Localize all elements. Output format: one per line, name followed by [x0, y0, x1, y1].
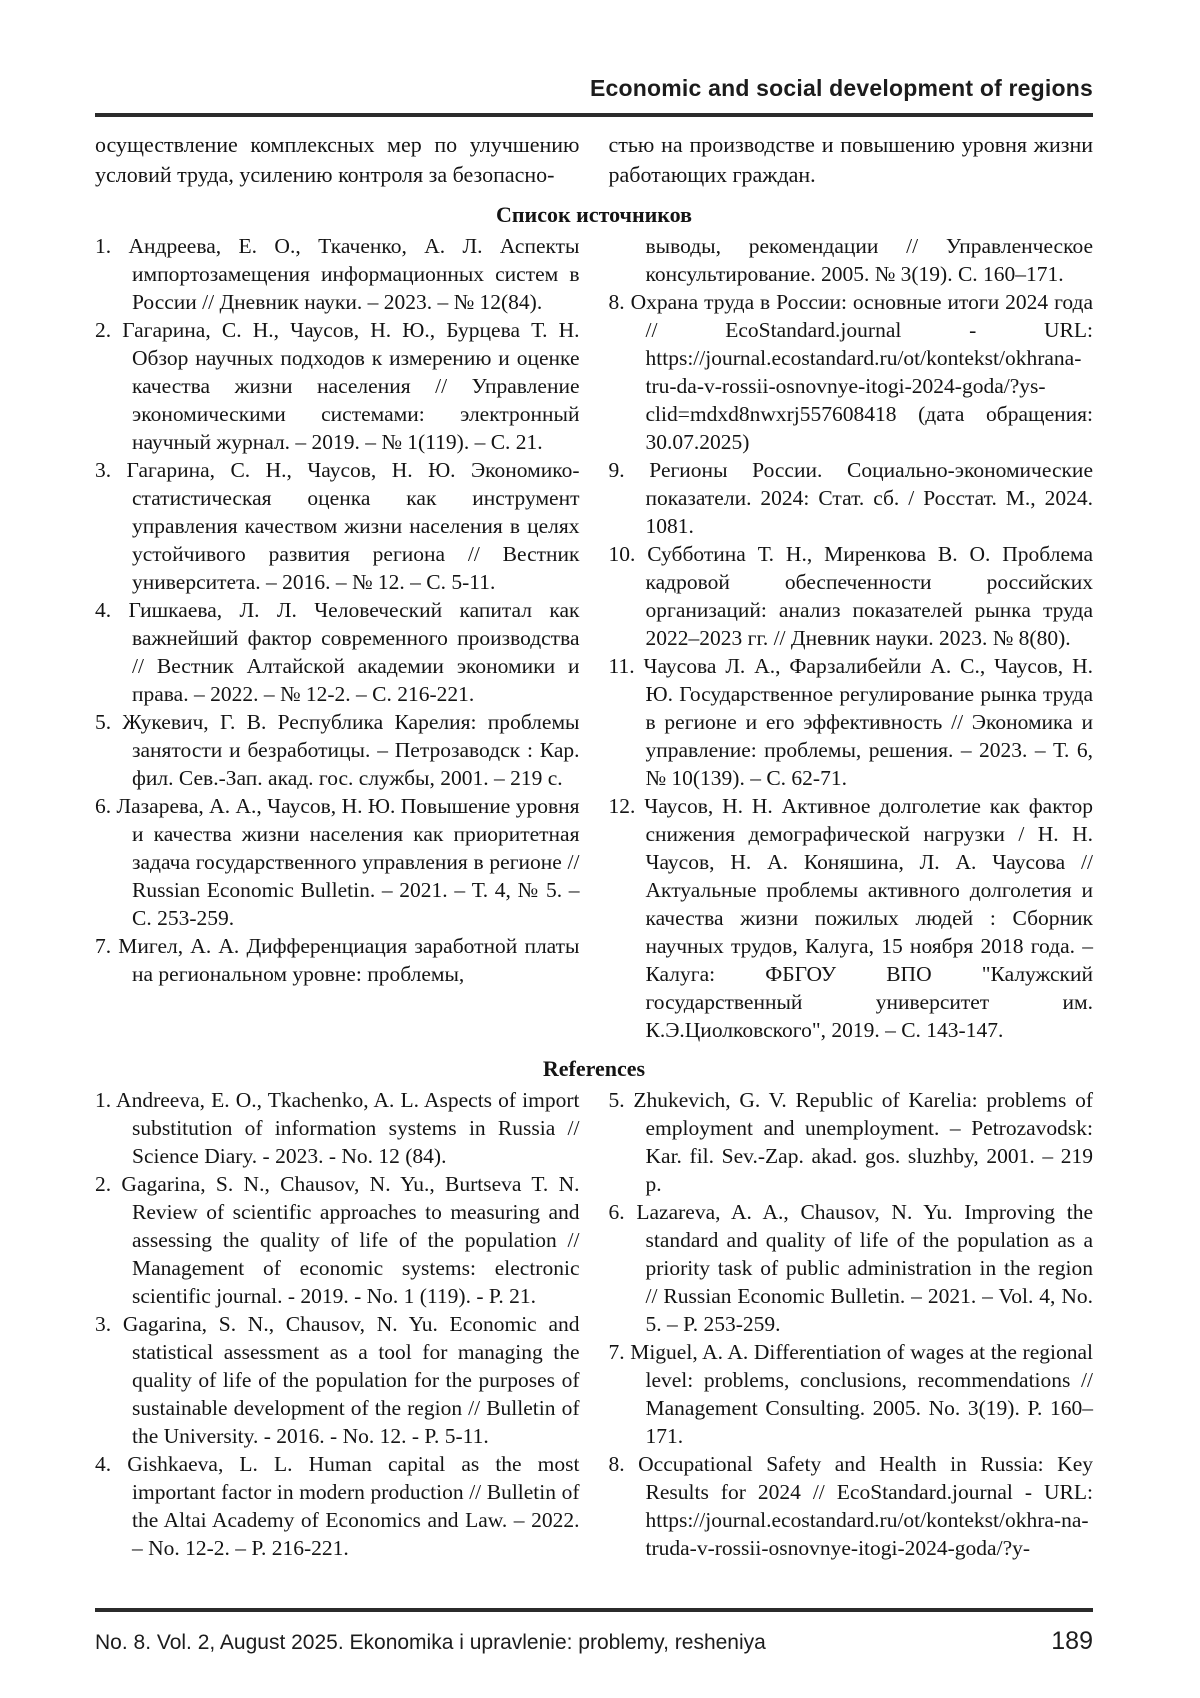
intro-right-paragraph: стью на производстве и повышению уровня жизни работающих граждан. [608, 132, 1093, 187]
page-footer [95, 1608, 1093, 1656]
reference-item: 5. Zhukevich, G. V. Republic of Karelia: problems of employment and unemployment. – Petrozavodsk: Kar. fil. Sev.-Zap. akad. gos. sluzhby, 2001. – 219 p. [608, 1088, 1093, 1196]
header-rule [95, 113, 1093, 117]
footer-page-number: 189 [1051, 1627, 1093, 1655]
sources-left-column [95, 232, 580, 1044]
references-heading: References [542, 1056, 646, 1081]
sources-right-items [609, 288, 1094, 1044]
reference-item: 2. Gagarina, S. N., Chausov, N. Yu., Burtseva T. N. Review of scientific approaches to measuring and assessing the quality of life of the population // Management of economic systems: electronic scientific journal. - 2019. - No. 1 (119). - P. 21. [95, 1172, 580, 1308]
reference-item: 6. Lazareva, A. A., Chausov, N. Yu. Improving the standard and quality of life of the population as a priority task of public administration in the region // Russian Economic Bulletin. – 2021. – Vol. 4, No. 5. – P. 253-259. [608, 1200, 1093, 1336]
reference-item: 7. Miguel, A. A. Differentiation of wages at the regional level: problems, conclusions, recommendations // Management Consulting. 2005. No. 3(19). P. 160–171. [608, 1340, 1093, 1448]
footer-rule [95, 1608, 1093, 1612]
reference-item: 7. Мигел, А. А. Дифференциация заработной платы на региональном уровне: проблемы, [95, 934, 580, 986]
intro-left-paragraph: осуществление комплексных мер по улучшению условий труда, усилению контроля за безопасно- [95, 132, 580, 187]
reference-item: 4. Gishkaeva, L. L. Human capital as the most important factor in modern production // Bulletin of the Altai Academy of Economics and Law. – 2022. – No. 12-2. – P. 216-221. [95, 1452, 580, 1560]
sources-section [95, 232, 1093, 1044]
reference-item-continuation: выводы, рекомендации // Управленческое консультирование. 2005. № 3(19). С. 160–171. [645, 234, 1093, 286]
references-right-column [609, 1086, 1094, 1562]
sources-heading: Список источников [495, 202, 693, 227]
reference-item: 4. Гишкаева, Л. Л. Человеческий капитал как важнейший фактор современного производства // Вестник Алтайской академии экономики и права. – 2022. – № 12-2. – С. 216-221. [95, 598, 580, 706]
reference-item: 3. Гагарина, С. Н., Чаусов, Н. Ю. Экономико-статистическая оценка как инструмент управления качеством жизни населения в целях устойчивого развития региона // Вестник университета. – 2016. – № 12. – С. 5-11. [95, 458, 580, 594]
references-left-column [95, 1086, 580, 1562]
intro-right-column [609, 130, 1094, 190]
reference-item: 1. Андреева, Е. О., Ткаченко, А. Л. Аспекты импортозамещения информационных систем в России // Дневник науки. – 2023. – № 12(84). [95, 234, 580, 314]
reference-item: 10. Субботина Т. Н., Миренкова В. О. Проблема кадровой обеспеченности российских организаций: анализ показателей рынка труда 2022–2023 гг. // Дневник науки. 2023. № 8(80). [608, 542, 1093, 650]
reference-item: 3. Gagarina, S. N., Chausov, N. Yu. Economic and statistical assessment as a tool for managing the quality of life of the population for the purposes of sustainable development of the region // Bulletin of the University. - 2016. - No. 12. - P. 5-11. [95, 1312, 580, 1448]
reference-item: 2. Гагарина, С. Н., Чаусов, Н. Ю., Бурцева Т. Н. Обзор научных подходов к измерению и оценке качества жизни населения // Управление экономическими системами: электронный научный журнал. – 2019. – № 1(119). – С. 21. [95, 318, 580, 454]
reference-item: 6. Лазарева, А. А., Чаусов, Н. Ю. Повышение уровня и качества жизни населения как приоритетная задача государственного управления в регионе // Russian Economic Bulletin. – 2021. – Т. 4, № 5. – С. 253-259. [95, 794, 580, 930]
reference-item: 11. Чаусова Л. А., Фарзалибейли А. С., Чаусов, Н. Ю. Государственное регулирование рынка труда в регионе и его эффективность // Экономика и управление: проблемы, решения. – 2023. – Т. 6, № 10(139). – С. 62-71. [608, 654, 1093, 790]
reference-item: 8. Охрана труда в России: основные итоги 2024 года // EcoStandard.journal - URL: https://journal.ecostandard.ru/ot/kontekst/okhrana-tru-da-v-rossii-osnovnye-itogi-2024-goda/?ys-clid=mdxd8nwxrj557608418 (дата обращения: 30.07.2025) [608, 290, 1093, 454]
running-head: Economic and social development of regions [589, 75, 1093, 101]
references-section [95, 1086, 1093, 1562]
sources-right-column [609, 232, 1094, 1044]
reference-item: 5. Жукевич, Г. В. Республика Карелия: проблемы занятости и безработицы. – Петрозаводск : Кар. фил. Сев.-Зап. акад. гос. службы, 2001. – 219 с. [95, 710, 580, 790]
reference-item: 12. Чаусов, Н. Н. Активное долголетие как фактор снижения демографической нагрузки / Н. Н. Чаусов, Н. А. Коняшина, Л. А. Чаусова // Актуальные проблемы активного долголетия и качества жизни пожилых людей : Сборник научных трудов, Калуга, 15 ноября 2018 года. – Калуга: ФБГОУ ВПО "Калужский государственный университет им. К.Э.Циолковского", 2019. – С. 143-147. [608, 794, 1093, 1042]
reference-item: 1. Andreeva, E. O., Tkachenko, A. L. Aspects of import substitution of information systems in Russia // Science Diary. - 2023. - No. 12 (84). [95, 1088, 580, 1168]
page-content [95, 0, 1093, 1562]
reference-item: 8. Occupational Safety and Health in Russia: Key Results for 2024 // EcoStandard.journal - URL: https://journal.ecostandard.ru/ot/kontekst/okhra-na-truda-v-rossii-osnovnye-itogi-2024-goda/?y- [608, 1452, 1093, 1560]
footer-issue-line: No. 8. Vol. 2, August 2025. Ekonomika i upravlenie: problemy, resheniya [95, 1631, 766, 1654]
intro-left-column [95, 130, 580, 190]
intro-section [95, 130, 1093, 190]
reference-item: 9. Регионы России. Социально-экономические показатели. 2024: Стат. сб. / Росстат. М., 2024. 1081. [608, 458, 1093, 538]
